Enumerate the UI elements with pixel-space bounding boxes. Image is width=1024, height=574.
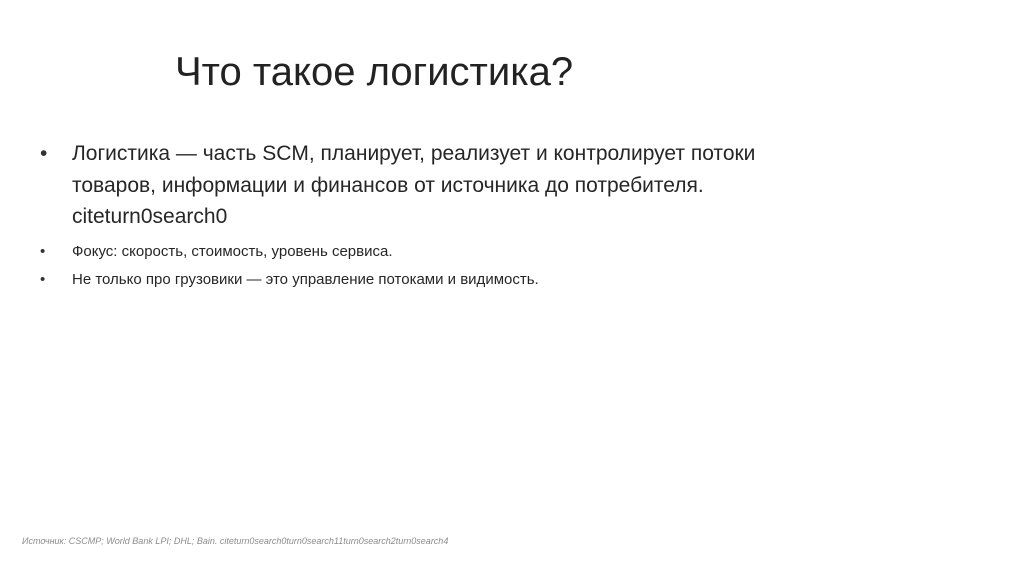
source-note: Источник: CSCMP; World Bank LPI; DHL; Bain. citeturn0search0turn0search11turn0search2turn0search4 [22, 536, 449, 546]
bullet-marker: • [40, 270, 46, 288]
bullet-text: Не только про грузовики — это управление потоками и видимость. [72, 270, 539, 288]
bullet-marker: • [40, 142, 48, 165]
bullet-text: Фокус: скорость, стоимость, уровень сервиса. [72, 242, 393, 260]
bullet-list [40, 138, 760, 297]
bullet-text: Логистика — часть SCM, планирует, реализует и контролирует потоки товаров, информации и финансов от источника до потребителя. citeturn0search0 [72, 142, 756, 228]
bullet-item [40, 241, 760, 263]
bullet-item [40, 138, 760, 233]
bullet-item [40, 269, 760, 291]
bullet-marker: • [40, 242, 46, 260]
slide-title: Что такое логистика? [175, 50, 574, 94]
